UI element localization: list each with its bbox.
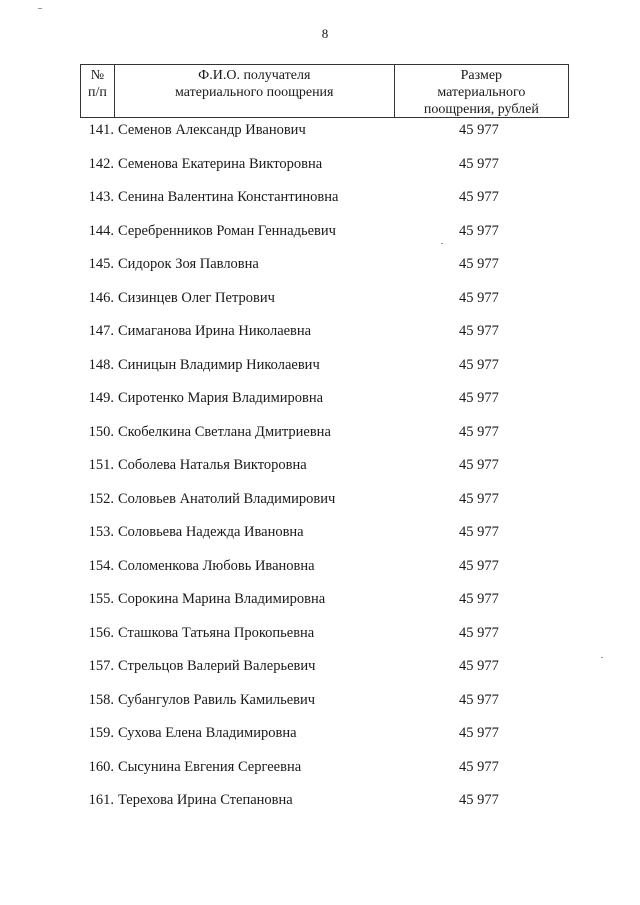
recipient-name: Сизинцев Олег Петрович bbox=[118, 289, 275, 306]
row-number: 153. bbox=[88, 524, 114, 540]
header-amount-line3: поощрения, рублей bbox=[423, 102, 539, 117]
award-amount: 45 977 bbox=[459, 624, 499, 641]
award-amount: 45 977 bbox=[459, 155, 499, 172]
recipient-name: Сенина Валентина Константиновна bbox=[118, 189, 339, 205]
award-amount: 45 977 bbox=[459, 758, 499, 775]
row-number: 158. bbox=[88, 691, 114, 708]
award-amount: 45 977 bbox=[459, 390, 499, 406]
page-number: 8 bbox=[321, 26, 329, 41]
award-amount: 45 977 bbox=[459, 524, 499, 540]
row-number: 148. bbox=[88, 356, 114, 373]
row-number: 161. bbox=[88, 792, 114, 808]
recipient-name: Серебренников Роман Геннадьевич bbox=[118, 222, 336, 239]
scan-speck bbox=[441, 243, 443, 244]
table-row bbox=[0, 386, 640, 410]
award-amount: 45 977 bbox=[459, 658, 499, 674]
recipient-name: Терехова Ирина Степановна bbox=[118, 792, 293, 808]
header-recipient-line1: Ф.И.О. получателя bbox=[198, 68, 311, 83]
recipient-name: Сорокина Марина Владимировна bbox=[118, 591, 326, 607]
award-amount: 45 977 bbox=[459, 490, 499, 507]
table-row bbox=[0, 286, 640, 310]
recipient-name: Сташкова Татьяна Прокопьевна bbox=[118, 624, 315, 641]
award-amount: 45 977 bbox=[459, 557, 499, 574]
table-row bbox=[0, 688, 640, 712]
row-number: 154. bbox=[88, 557, 114, 574]
row-number: 143. bbox=[88, 189, 114, 205]
award-amount: 45 977 bbox=[459, 256, 499, 272]
recipient-name: Соболева Наталья Викторовна bbox=[118, 457, 307, 473]
recipient-name: Соловьева Надежда Ивановна bbox=[118, 524, 304, 540]
award-amount: 45 977 bbox=[459, 289, 499, 306]
recipient-name: Синицын Владимир Николаевич bbox=[118, 356, 320, 373]
row-number: 152. bbox=[88, 490, 114, 507]
row-number: 146. bbox=[88, 289, 114, 306]
row-number: 160. bbox=[88, 758, 114, 775]
recipient-name: Семенов Александр Иванович bbox=[118, 122, 306, 138]
table-row bbox=[0, 353, 640, 377]
table-row bbox=[0, 554, 640, 578]
table-row bbox=[0, 621, 640, 645]
header-amount-line1: Размер bbox=[460, 68, 503, 83]
table-row bbox=[0, 721, 640, 745]
award-amount: 45 977 bbox=[459, 792, 499, 808]
award-amount: 45 977 bbox=[459, 691, 499, 708]
recipient-name: Соловьев Анатолий Владимирович bbox=[118, 490, 336, 507]
header-amount-line2: материального bbox=[437, 85, 526, 100]
table-row bbox=[0, 118, 640, 142]
header-number-column bbox=[81, 65, 115, 117]
award-amount: 45 977 bbox=[459, 591, 499, 607]
header-number-line2: п/п bbox=[87, 85, 107, 100]
award-amount: 45 977 bbox=[459, 423, 499, 440]
row-number: 159. bbox=[88, 725, 114, 741]
table-row bbox=[0, 252, 640, 276]
award-amount: 45 977 bbox=[459, 457, 499, 473]
row-number: 150. bbox=[88, 423, 114, 440]
row-number: 157. bbox=[88, 658, 114, 674]
recipient-name: Субангулов Равиль Камильевич bbox=[118, 691, 316, 708]
table-row bbox=[0, 152, 640, 176]
award-amount: 45 977 bbox=[459, 356, 499, 373]
table-row bbox=[0, 587, 640, 611]
scan-speck bbox=[38, 8, 42, 9]
recipient-name: Соломенкова Любовь Ивановна bbox=[118, 557, 315, 574]
row-number: 147. bbox=[88, 323, 114, 339]
recipient-name: Скобелкина Светлана Дмитриевна bbox=[118, 423, 331, 440]
table-row bbox=[0, 319, 640, 343]
row-number: 145. bbox=[88, 256, 114, 272]
recipient-name: Стрельцов Валерий Валерьевич bbox=[118, 658, 316, 674]
table-row bbox=[0, 755, 640, 779]
table-row bbox=[0, 520, 640, 544]
table-row bbox=[0, 453, 640, 477]
header-recipient-line2: материального поощрения bbox=[175, 85, 334, 100]
award-amount: 45 977 bbox=[459, 222, 499, 239]
recipient-name: Сиротенко Мария Владимировна bbox=[118, 390, 324, 406]
table-row bbox=[0, 219, 640, 243]
row-number: 149. bbox=[88, 390, 114, 406]
recipient-name: Семенова Екатерина Викторовна bbox=[118, 155, 323, 172]
table-row bbox=[0, 420, 640, 444]
table-row bbox=[0, 487, 640, 511]
row-number: 155. bbox=[88, 591, 114, 607]
row-number: 144. bbox=[88, 222, 114, 239]
recipient-name: Сысунина Евгения Сергеевна bbox=[118, 758, 302, 775]
recipient-name: Сухова Елена Владимировна bbox=[118, 725, 297, 741]
table-row bbox=[0, 788, 640, 812]
row-number: 156. bbox=[88, 624, 114, 641]
award-amount: 45 977 bbox=[459, 725, 499, 741]
row-number: 151. bbox=[88, 457, 114, 473]
recipient-name: Сидорок Зоя Павловна bbox=[118, 256, 259, 272]
scan-speck bbox=[601, 657, 603, 658]
table-row bbox=[0, 654, 640, 678]
table-row bbox=[0, 185, 640, 209]
header-recipient-column bbox=[115, 65, 395, 117]
award-amount: 45 977 bbox=[459, 122, 499, 138]
award-amount: 45 977 bbox=[459, 323, 499, 339]
header-amount-column bbox=[395, 65, 568, 117]
row-number: 142. bbox=[88, 155, 114, 172]
table-header bbox=[80, 64, 569, 118]
award-amount: 45 977 bbox=[459, 189, 499, 205]
row-number: 141. bbox=[88, 122, 114, 138]
recipient-name: Симаганова Ирина Николаевна bbox=[118, 323, 312, 339]
header-number-line1: № bbox=[90, 68, 105, 83]
